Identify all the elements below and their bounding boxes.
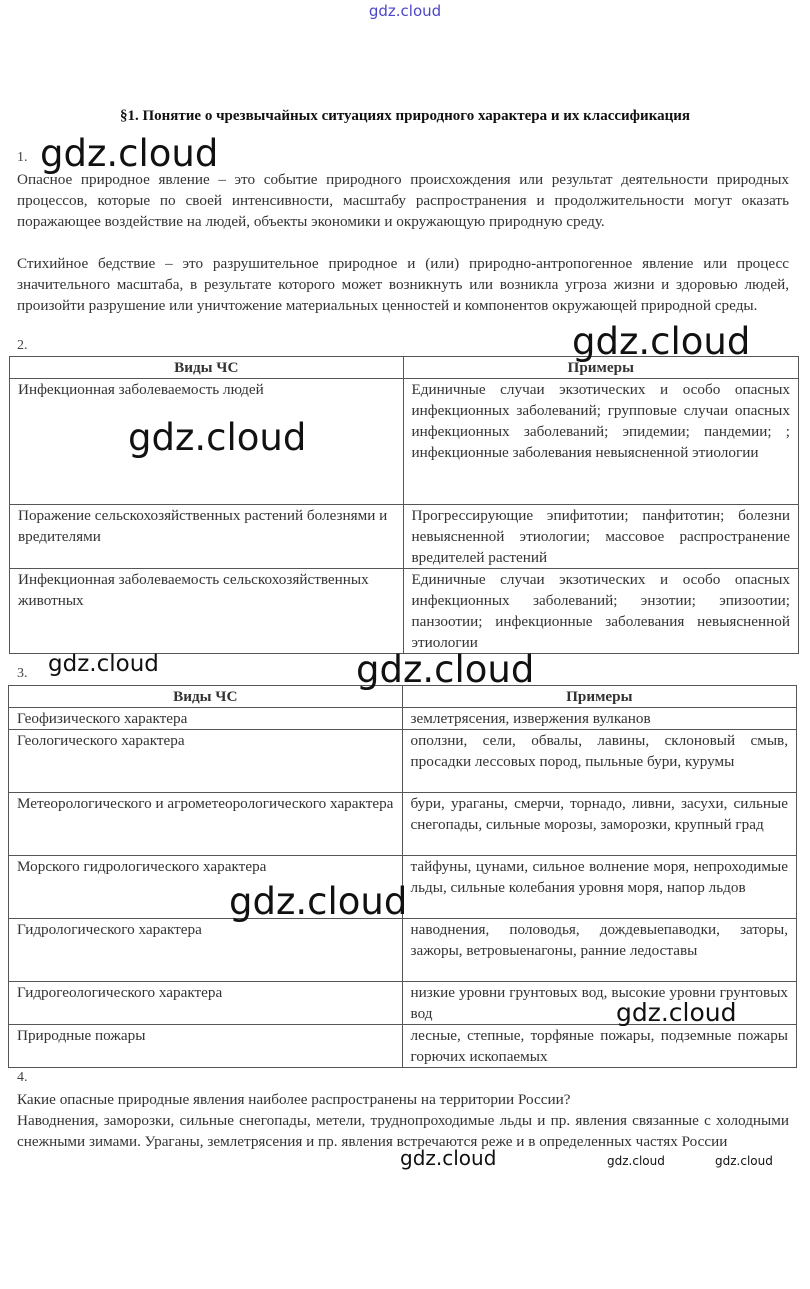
- table-cell: Гидрологического характера: [9, 919, 403, 982]
- table-row: [9, 730, 797, 793]
- section-2-table: [9, 356, 799, 654]
- table-cell: лесные, степные, торфяные пожары, подземные пожары горючих ископаемых: [402, 1025, 796, 1068]
- table-cell: Единичные случаи экзотических и особо опасных инфекционных заболеваний; групповые случаи опасных инфекционных заболеваний; эпидемии; пандемии; ; инфекционные заболевания невыясненной этиологии: [403, 379, 798, 505]
- watermark: gdz.cloud: [715, 1154, 773, 1168]
- table-cell: Природные пожары: [9, 1025, 403, 1068]
- section-1-paragraph-2: Стихийное бедствие – это разрушительное природное и (или) природно-антропогенное явление или процесс значительного масштаба, в результате которого может возникнуть или возникла угроза жизни и здоровью людей, произойти разрушение или уничтожение материальных ценностей и компонентов окружающей природной среды.: [17, 255, 789, 314]
- section-3-number: 3.: [17, 666, 28, 681]
- table-cell: Морского гидрологического характера: [9, 856, 403, 919]
- watermark: gdz.cloud: [40, 132, 219, 175]
- watermark-top: gdz.cloud: [368, 2, 442, 20]
- header-cell: Примеры: [403, 357, 798, 379]
- table-cell: Прогрессирующие эпифитотии; панфитотин; болезни невыясненной этиологии; массовое распространение вредителей растений: [403, 505, 798, 569]
- table-row: [9, 793, 797, 856]
- table-cell: бури, ураганы, смерчи, торнадо, ливни, засухи, сильные снегопады, сильные морозы, заморозки, крупный град: [402, 793, 796, 856]
- table-row: [9, 708, 797, 730]
- table-cell: низкие уровни грунтовых вод, высокие уровни грунтовых вод: [402, 982, 796, 1025]
- header-cell: Виды ЧС: [10, 357, 404, 379]
- page-title: §1. Понятие о чрезвычайных ситуациях природного характера и их классификация: [119, 108, 691, 124]
- table-row: [10, 569, 799, 654]
- table-cell: Единичные случаи экзотических и особо опасных инфекционных заболеваний; энзотии; эпизоотии; панзоотии; инфекционные заболевания невыясненной этиологии: [403, 569, 798, 654]
- table-row: [10, 505, 799, 569]
- section-4-number: 4.: [17, 1070, 28, 1085]
- watermark: gdz.cloud: [229, 880, 408, 923]
- table-cell: землетрясения, извержения вулканов: [402, 708, 796, 730]
- table-cell: Гидрогеологического характера: [9, 982, 403, 1025]
- section-2-number: 2.: [17, 338, 28, 353]
- watermark: gdz.cloud: [48, 651, 159, 677]
- table-cell: Поражение сельскохозяйственных растений болезнями и вредителями: [10, 505, 404, 569]
- watermark: gdz.cloud: [356, 648, 535, 691]
- table-cell: Метеорологического и агрометеорологического характера: [9, 793, 403, 856]
- header-cell: Примеры: [402, 686, 796, 708]
- table-cell: Инфекционная заболеваемость сельскохозяйственных животных: [10, 569, 404, 654]
- table-cell: оползни, сели, обвалы, лавины, склоновый смыв, просадки лессовых пород, пыльные бури, курумы: [402, 730, 796, 793]
- section-1-paragraph-1: Опасное природное явление – это событие природного происхождения или результат деятельности природных процессов, которые по своей интенсивности, масштабу распространения и продолжительности могут оказать поражающее воздействие на людей, объекты экономики и окружающую природную среду.: [17, 171, 789, 230]
- table-cell: тайфуны, цунами, сильное волнение моря, непроходимые льды, сильные колебания уровня моря, напор льдов: [402, 856, 796, 919]
- watermark: gdz.cloud: [607, 1154, 665, 1168]
- section-4-question: Какие опасные природные явления наиболее распространены на территории России?: [17, 1091, 571, 1108]
- table-row: [9, 1025, 797, 1068]
- table-cell: наводнения, половодья, дождевыепаводки, заторы, зажоры, ветровыенагоны, ранние ледоставы: [402, 919, 796, 982]
- header-cell: Виды ЧС: [9, 686, 403, 708]
- watermark: gdz.cloud: [400, 1146, 497, 1170]
- table-cell: Геофизического характера: [9, 708, 403, 730]
- section-4-answer: Наводнения, заморозки, сильные снегопады, метели, труднопроходимые льды и пр. явления связанные с холодными снежными зимами. Ураганы, землетрясения и пр. явления встречаются реже и в определенных частях России: [17, 1112, 789, 1150]
- watermark: gdz.cloud: [128, 416, 307, 459]
- table-cell: Инфекционная заболеваемость людей: [10, 379, 404, 505]
- section-1-number: 1.: [17, 150, 28, 165]
- table-cell: Геологического характера: [9, 730, 403, 793]
- table-row: [9, 919, 797, 982]
- watermark: gdz.cloud: [572, 320, 751, 363]
- watermark: gdz.cloud: [616, 998, 737, 1027]
